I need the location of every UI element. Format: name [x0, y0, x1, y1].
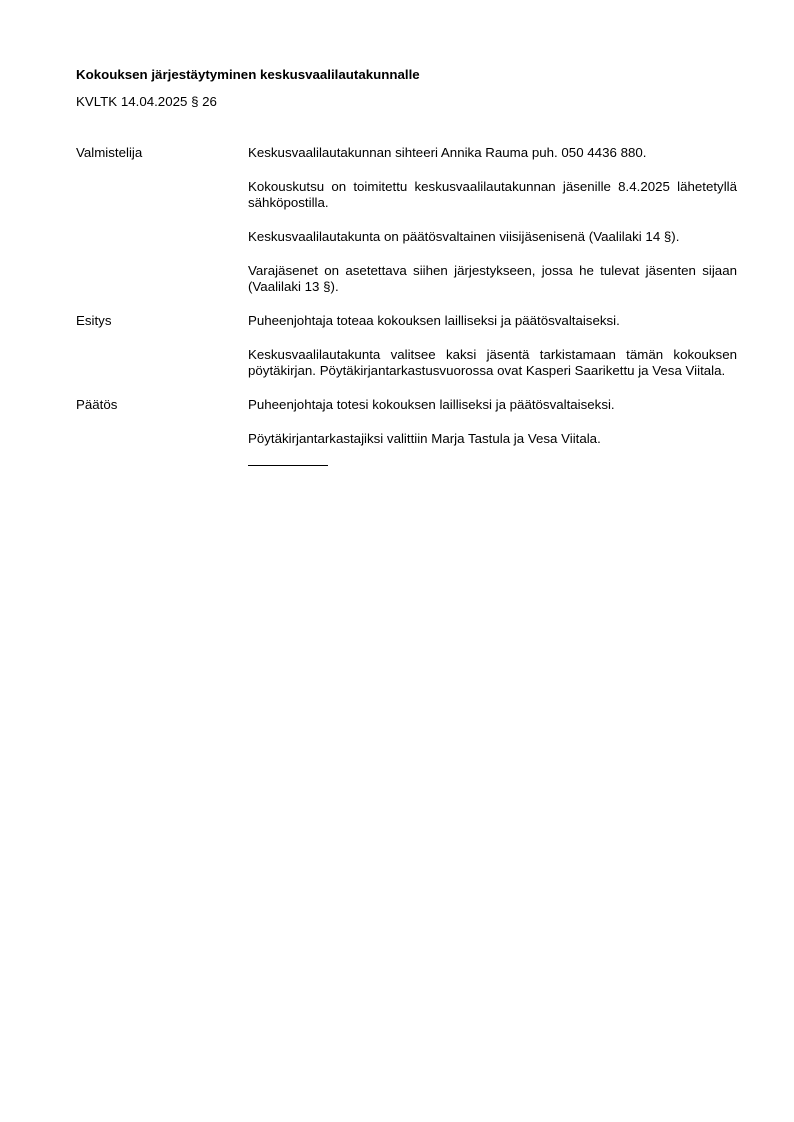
paragraph: Keskusvaalilautakunnan sihteeri Annika Rauma puh. 050 4436 880. [248, 145, 647, 160]
paragraph: Keskusvaalilautakunta on päätösvaltainen viisijäsenisenä (Vaalilaki 14 §). [248, 229, 680, 244]
paragraph: Puheenjohtaja toteaa kokouksen lailliseksi ja päätösvaltaiseksi. [248, 313, 620, 328]
section-content [248, 145, 737, 313]
section-label: Päätös [76, 397, 118, 412]
section-esitys [76, 313, 737, 397]
section-valmistelija [76, 145, 737, 313]
paragraph: Kokouskutsu on toimitettu keskusvaalilautakunnan jäsenille 8.4.2025 lähetetyllä sähköpostilla. [248, 179, 737, 210]
section-label: Valmistelija [76, 145, 143, 160]
document-title: Kokouksen järjestäytyminen keskusvaalilautakunnalle [76, 67, 420, 82]
paragraph: Keskusvaalilautakunta valitsee kaksi jäsentä tarkistamaan tämän kokouksen pöytäkirjan. Pöytäkirjantarkastusvuorossa ovat Kasperi Saarikettu ja Vesa Viitala. [248, 347, 737, 378]
section-content [248, 397, 737, 466]
paragraph: Puheenjohtaja totesi kokouksen lailliseksi ja päätösvaltaiseksi. [248, 397, 615, 412]
end-rule-divider [248, 465, 328, 466]
document-page [76, 67, 737, 466]
paragraph: Pöytäkirjantarkastajiksi valittiin Marja Tastula ja Vesa Viitala. [248, 431, 601, 446]
paragraph: Varajäsenet on asetettava siihen järjestykseen, jossa he tulevat jäsenten sijaan (Vaalilaki 13 §). [248, 263, 737, 294]
section-paatos [76, 397, 737, 466]
document-reference: KVLTK 14.04.2025 § 26 [76, 94, 217, 109]
section-label: Esitys [76, 313, 112, 328]
section-content [248, 313, 737, 397]
